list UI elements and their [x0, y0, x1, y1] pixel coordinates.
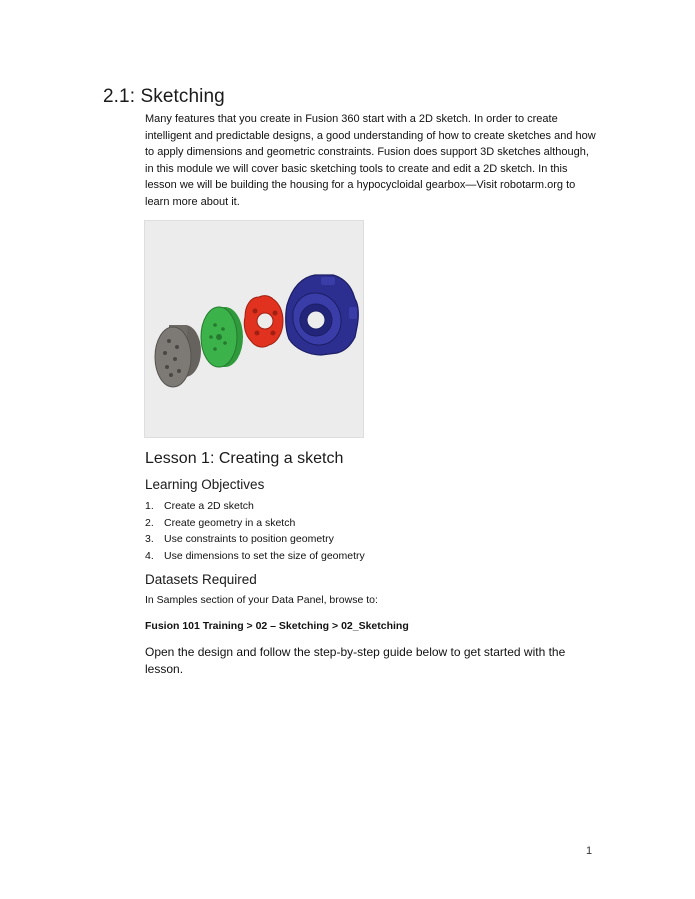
objectives-heading: Learning Objectives — [145, 477, 265, 492]
list-item: 1. Create a 2D sketch — [145, 500, 254, 512]
open-instruction: Open the design and follow the step-by-step guide below to get started with the lesson. — [145, 645, 566, 676]
list-item: 4. Use dimensions to set the size of geometry — [145, 549, 365, 562]
lesson-heading: Lesson 1: Creating a sketch — [145, 450, 344, 467]
gearbox-parts-illustration — [145, 221, 363, 437]
browse-instruction: In Samples section of your Data Panel, browse to: — [145, 594, 378, 606]
page-number: 1 — [586, 845, 593, 857]
datasets-heading: Datasets Required — [145, 572, 257, 587]
gray-cap-part — [155, 325, 201, 387]
list-item: 2. Create geometry in a sketch — [145, 516, 296, 529]
gearbox-parts-image — [144, 220, 364, 438]
objectives-list — [145, 498, 365, 564]
blue-housing-part — [286, 275, 359, 355]
green-disk-part — [201, 307, 243, 367]
intro-paragraph: Many features that you create in Fusion 360 start with a 2D sketch. In order to create intelligent and predictable designs, a good understanding of how to create sketches and how to apply dimensions and geometric constraints. Fusion does support 3D sketches although, in this module we will cover basic sketching tools to create and edit a 2D sketch. In this lesson we will be building the housing for a hypocycloidal gearbox—Visit robotarm.org to learn more about it. — [145, 113, 596, 208]
dataset-path: Fusion 101 Training > 02 – Sketching > 02_Sketching — [145, 620, 409, 632]
red-cycloid-part — [244, 296, 283, 347]
section-heading: 2.1: Sketching — [103, 86, 225, 107]
list-item: 3. Use constraints to position geometry — [145, 533, 334, 546]
